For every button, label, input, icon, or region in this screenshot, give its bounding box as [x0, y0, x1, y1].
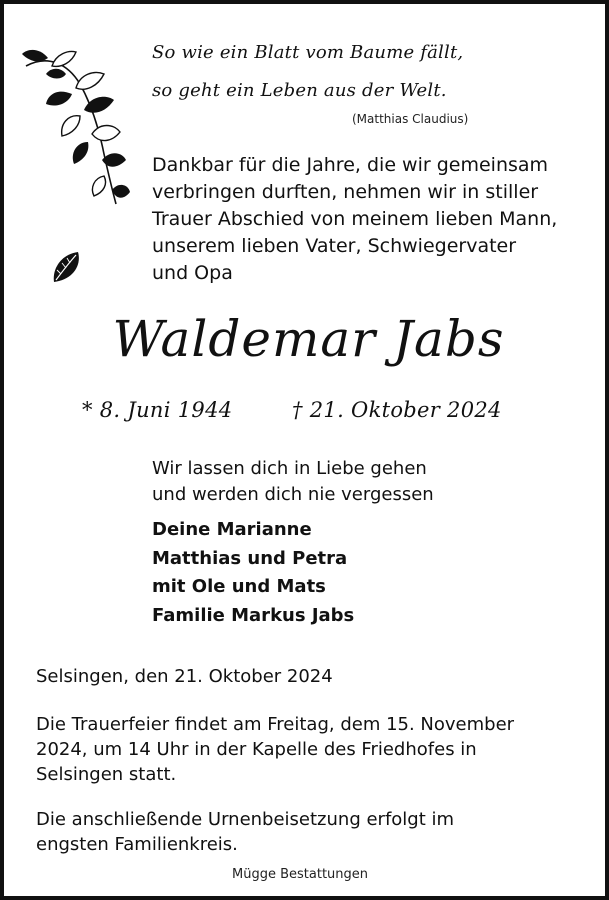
funeral-line: 2024, um 14 Uhr in der Kapelle des Friedhofes in: [36, 739, 477, 760]
family-line: Familie Markus Jabs: [152, 604, 355, 626]
place-date: Selsingen, den 21. Oktober 2024: [36, 666, 333, 687]
verse: [152, 456, 434, 508]
funeral-info: [36, 712, 514, 787]
family-line: Deine Marianne: [152, 519, 312, 540]
burial-info: [36, 807, 454, 857]
intro-line: und Opa: [152, 262, 233, 284]
death-date: † 21. Oktober 2024: [292, 398, 502, 422]
verse-line: Wir lassen dich in Liebe gehen: [152, 458, 427, 479]
burial-line: engsten Familienkreis.: [36, 834, 238, 855]
deceased-name: Waldemar Jabs: [112, 310, 505, 368]
intro-line: unserem lieben Vater, Schwiegervater: [152, 235, 517, 257]
motto-line-1: So wie ein Blatt vom Baume fällt,: [152, 42, 464, 63]
motto-line-2: so geht ein Leben aus der Welt.: [152, 80, 447, 101]
family-line: Matthias und Petra: [152, 547, 348, 569]
branch-leaves-icon: [18, 44, 138, 214]
falling-leaf-icon: [48, 248, 88, 288]
place-date-block: [36, 664, 333, 689]
family-line: mit Ole und Mats: [152, 576, 326, 597]
intro-line: verbringen durften, nehmen wir in stiller: [152, 181, 539, 203]
funeral-home: Mügge Bestattungen: [232, 867, 369, 882]
funeral-line: Selsingen statt.: [36, 764, 177, 785]
family-signatures: [152, 516, 354, 630]
burial-line: Die anschließende Urnenbeisetzung erfolgt im: [36, 809, 455, 830]
funeral-line: Die Trauerfeier findet am Freitag, dem 15. November: [36, 714, 515, 735]
intro-text: [152, 152, 557, 287]
quote-author: (Matthias Claudius): [352, 112, 469, 126]
verse-line: und werden dich nie vergessen: [152, 484, 434, 505]
intro-line: Dankbar für die Jahre, die wir gemeinsam: [152, 154, 549, 176]
birth-date: * 8. Juni 1944: [82, 398, 233, 422]
intro-line: Trauer Abschied von meinem lieben Mann,: [152, 208, 558, 230]
